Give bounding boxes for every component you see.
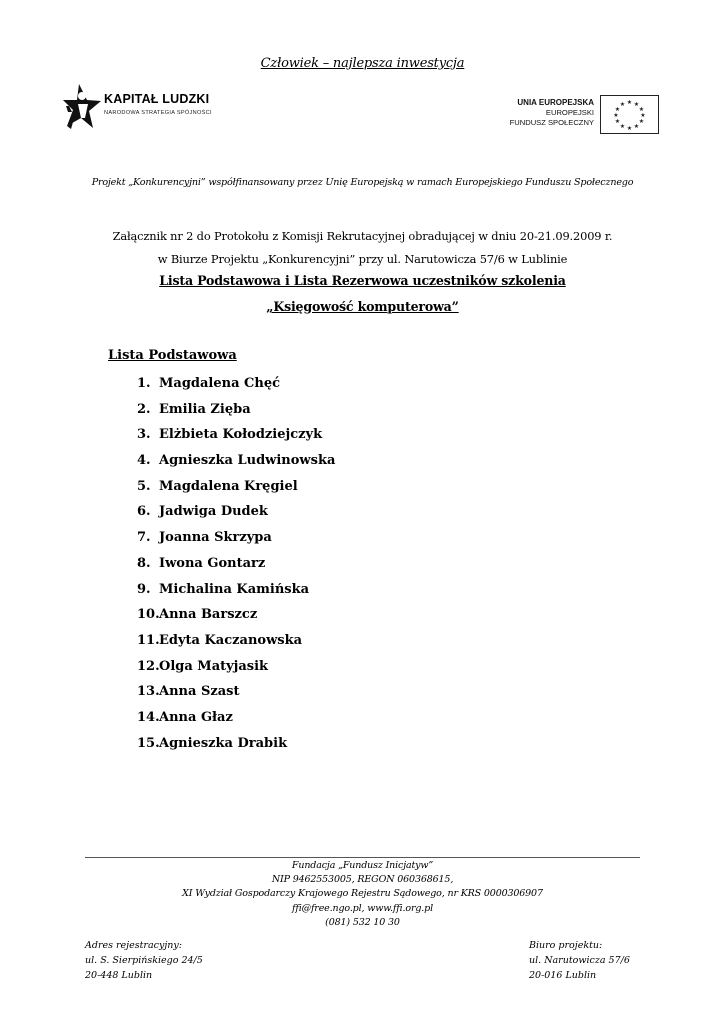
svg-text:★: ★ — [633, 123, 640, 130]
footer-registered-address — [85, 939, 203, 983]
footer-nip-regon: NIP 9462553005, REGON 060368615, — [271, 874, 454, 886]
footer-phone: (081) 532 10 30 — [325, 916, 400, 928]
annex-line-2: w Biurze Projektu „Konkurencyjni” przy ul. Narutowicza 57/6 w Lublinie — [157, 252, 568, 266]
svg-text:★: ★ — [614, 118, 621, 125]
footer-left-street: ul. S. Sierpińskiego 24/5 — [85, 954, 203, 966]
svg-text:★: ★ — [633, 101, 640, 108]
list-item: 11. Edyta Kaczanowska — [137, 632, 303, 648]
kapital-ludzki-icon — [63, 82, 101, 130]
footer-right-label: Biuro projektu: — [529, 940, 603, 951]
kapital-ludzki-subtitle: NARODOWA STRATEGIA SPÓJNOŚCI — [104, 110, 212, 116]
participant-list — [137, 371, 335, 756]
list-heading: Lista Podstawowa — [108, 348, 237, 363]
list-item: 7. Joanna Skrzypa — [137, 530, 272, 546]
list-item: 3. Elżbieta Kołodziejczyk — [137, 427, 323, 443]
svg-text:★: ★ — [638, 106, 645, 113]
svg-text:★: ★ — [619, 123, 626, 130]
footer-right-city: 20-016 Lublin — [529, 969, 597, 981]
slogan: Człowiek – najlepsza inwestycja — [260, 56, 465, 71]
eu-line2: EUROPEJSKI — [545, 108, 594, 117]
list-item: 13. Anna Szast — [137, 684, 240, 700]
svg-text:★: ★ — [638, 118, 645, 125]
list-item: 15. Agnieszka Drabik — [137, 735, 288, 751]
svg-text:★: ★ — [613, 112, 619, 119]
kapital-ludzki-name: KAPITAŁ LUDZKI — [104, 92, 210, 106]
footer-krs: XI Wydział Gospodarczy Krajowego Rejestru Sądowego, nr KRS 0000306907 — [182, 888, 543, 900]
list-item: 5. Magdalena Kręgiel — [137, 478, 298, 494]
document-title: Lista Podstawowa i Lista Rezerwowa uczestników szkolenia — [159, 273, 566, 288]
list-item: 12. Olga Matyjasik — [137, 658, 269, 674]
svg-text:★: ★ — [626, 99, 633, 106]
list-item: 2. Emilia Zięba — [137, 401, 251, 417]
svg-text:★: ★ — [614, 106, 621, 113]
eu-logo-text — [470, 98, 594, 128]
footer-project-office — [529, 939, 630, 983]
list-item: 6. Jadwiga Dudek — [137, 504, 268, 520]
kapital-ludzki-logo — [63, 82, 213, 132]
footer-left-city: 20-448 Lublin — [85, 969, 153, 981]
eu-line3: FUNDUSZ SPOŁECZNY — [509, 118, 594, 127]
footer-divider — [85, 857, 640, 858]
footer-foundation-info — [0, 859, 725, 930]
annex-line-1: Załącznik nr 2 do Protokołu z Komisji Rekrutacyjnej obradującej w dniu 20-21.09.2009 r. — [112, 229, 613, 243]
svg-text:★: ★ — [640, 112, 646, 119]
list-item: 14. Anna Głaz — [137, 709, 233, 725]
svg-text:★: ★ — [619, 101, 626, 108]
eu-flag-icon — [600, 95, 659, 134]
svg-text:★: ★ — [626, 125, 633, 132]
list-item: 4. Agnieszka Ludwinowska — [137, 453, 336, 469]
eu-line1: UNIA EUROPEJSKA — [517, 98, 594, 107]
project-line: Projekt „Konkurencyjni” współfinansowany przez Unię Europejską w ramach Europejskiego Funduszu Społecznego — [91, 177, 634, 188]
list-item: 9. Michalina Kamińska — [137, 581, 310, 597]
course-name: „Księgowość komputerowa” — [266, 299, 459, 314]
list-item: 10. Anna Barszcz — [137, 607, 258, 623]
list-item: 1. Magdalena Chęć — [137, 376, 281, 391]
footer-foundation-name: Fundacja „Fundusz Inicjatyw” — [291, 860, 434, 871]
footer-right-street: ul. Narutowicza 57/6 — [529, 954, 630, 966]
list-item: 8. Iwona Gontarz — [137, 555, 266, 571]
footer-left-label: Adres rejestracyjny: — [85, 940, 182, 951]
footer-email-www: ffi@free.ngo.pl, www.ffi.org.pl — [291, 902, 434, 914]
